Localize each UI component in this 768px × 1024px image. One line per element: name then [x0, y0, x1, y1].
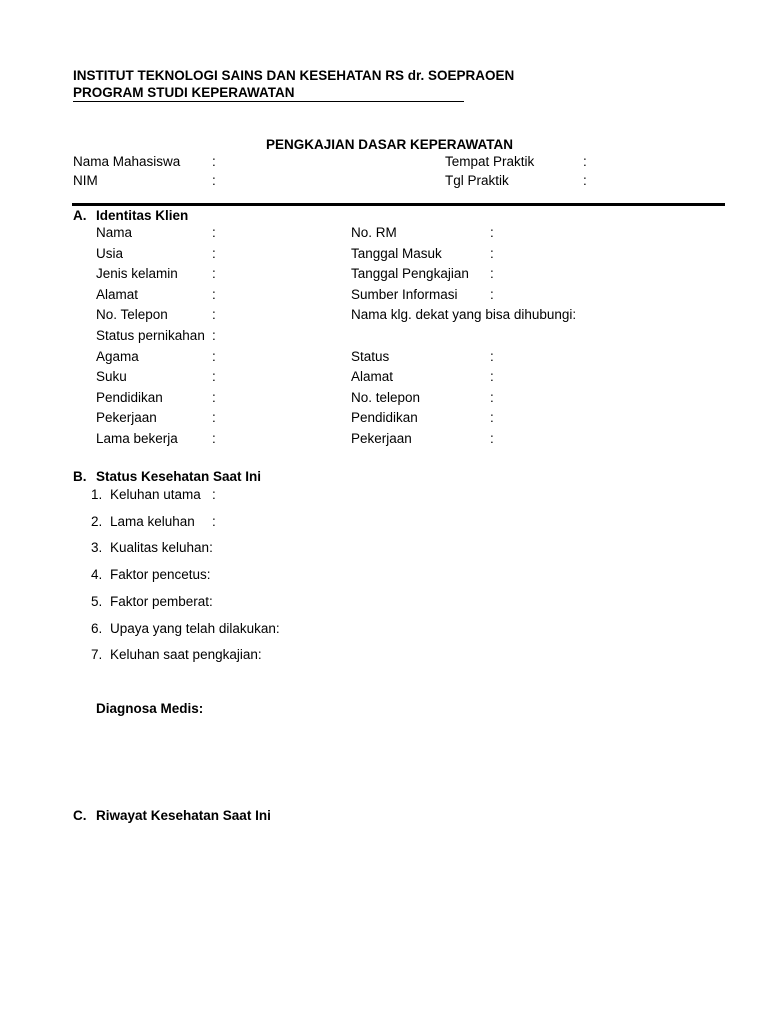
program-name: PROGRAM STUDI KEPERAWATAN — [73, 85, 295, 100]
field-label: Nama — [96, 225, 133, 240]
section-b-title: Status Kesehatan Saat Ini — [96, 469, 262, 484]
field-label: Pendidikan — [96, 390, 163, 405]
section-b-letter: B. — [73, 469, 87, 484]
section-a-title: Identitas Klien — [96, 208, 189, 223]
practice-place-colon: : — [583, 154, 587, 169]
document-title: PENGKAJIAN DASAR KEPERAWATAN — [266, 137, 514, 152]
field-colon: : — [490, 225, 494, 240]
field-colon: : — [212, 328, 216, 343]
list-item-text: Keluhan saat pengkajian: — [110, 647, 262, 662]
section-c-title: Riwayat Kesehatan Saat Ini — [96, 808, 271, 823]
field-label: No. RM — [351, 225, 397, 240]
field-label: Lama bekerja — [96, 431, 178, 446]
field-colon: : — [212, 431, 216, 446]
practice-date-colon: : — [583, 173, 587, 188]
field-label: Agama — [96, 349, 139, 364]
field-colon: : — [490, 287, 494, 302]
field-label: No. telepon — [351, 390, 421, 405]
list-item-colon: : — [212, 487, 216, 502]
field-label: Nama klg. dekat yang bisa dihubungi: — [351, 307, 577, 322]
nim-colon: : — [212, 173, 216, 188]
list-item-text: Upaya yang telah dilakukan: — [110, 621, 280, 636]
section-c-letter: C. — [73, 808, 87, 823]
student-name-label: Nama Mahasiswa — [73, 154, 181, 169]
institution-name: INSTITUT TEKNOLOGI SAINS DAN KESEHATAN RS dr. SOEPRAOEN — [73, 68, 515, 83]
nim-label: NIM — [73, 173, 98, 188]
field-colon: : — [212, 410, 216, 425]
list-item-text: Faktor pemberat: — [110, 594, 213, 609]
list-item-colon: : — [212, 514, 216, 529]
field-colon: : — [490, 246, 494, 261]
field-label: Status pernikahan — [96, 328, 205, 343]
field-colon: : — [212, 307, 216, 322]
field-label: Usia — [96, 246, 124, 261]
list-item-number: 2. — [91, 514, 103, 529]
practice-date-label: Tgl Praktik — [445, 173, 509, 188]
field-label: Alamat — [96, 287, 139, 302]
field-label: Tanggal Masuk — [351, 246, 442, 261]
field-colon: : — [212, 287, 216, 302]
section-divider — [72, 203, 725, 206]
field-label: Alamat — [351, 369, 394, 384]
field-colon: : — [490, 431, 494, 446]
field-label: Pendidikan — [351, 410, 418, 425]
field-colon: : — [212, 349, 216, 364]
header-underline — [73, 101, 464, 102]
field-colon: : — [490, 266, 494, 281]
list-item-number: 1. — [91, 487, 103, 502]
list-item-text: Kualitas keluhan: — [110, 540, 213, 555]
field-label: Suku — [96, 369, 127, 384]
list-item-number: 5. — [91, 594, 103, 609]
field-colon: : — [212, 225, 216, 240]
field-label: Tanggal Pengkajian — [351, 266, 469, 281]
field-colon: : — [490, 349, 494, 364]
list-item-number: 4. — [91, 567, 103, 582]
field-colon: : — [212, 390, 216, 405]
list-item-number: 7. — [91, 647, 103, 662]
field-label: Pekerjaan — [351, 431, 412, 446]
field-label: Sumber Informasi — [351, 287, 458, 302]
field-label: Status — [351, 349, 390, 364]
field-colon: : — [212, 369, 216, 384]
field-colon: : — [490, 390, 494, 405]
field-colon: : — [212, 266, 216, 281]
diagnosis-label: Diagnosa Medis: — [96, 701, 204, 716]
field-colon: : — [490, 369, 494, 384]
field-colon: : — [212, 246, 216, 261]
field-label: No. Telepon — [96, 307, 168, 322]
list-item-text: Lama keluhan — [110, 514, 195, 529]
field-colon: : — [490, 410, 494, 425]
list-item-number: 3. — [91, 540, 103, 555]
list-item-number: 6. — [91, 621, 103, 636]
list-item-text: Faktor pencetus: — [110, 567, 211, 582]
section-a-letter: A. — [73, 208, 87, 223]
field-label: Pekerjaan — [96, 410, 157, 425]
student-name-colon: : — [212, 154, 216, 169]
list-item-text: Keluhan utama — [110, 487, 201, 502]
practice-place-label: Tempat Praktik — [445, 154, 535, 169]
field-label: Jenis kelamin — [96, 266, 178, 281]
